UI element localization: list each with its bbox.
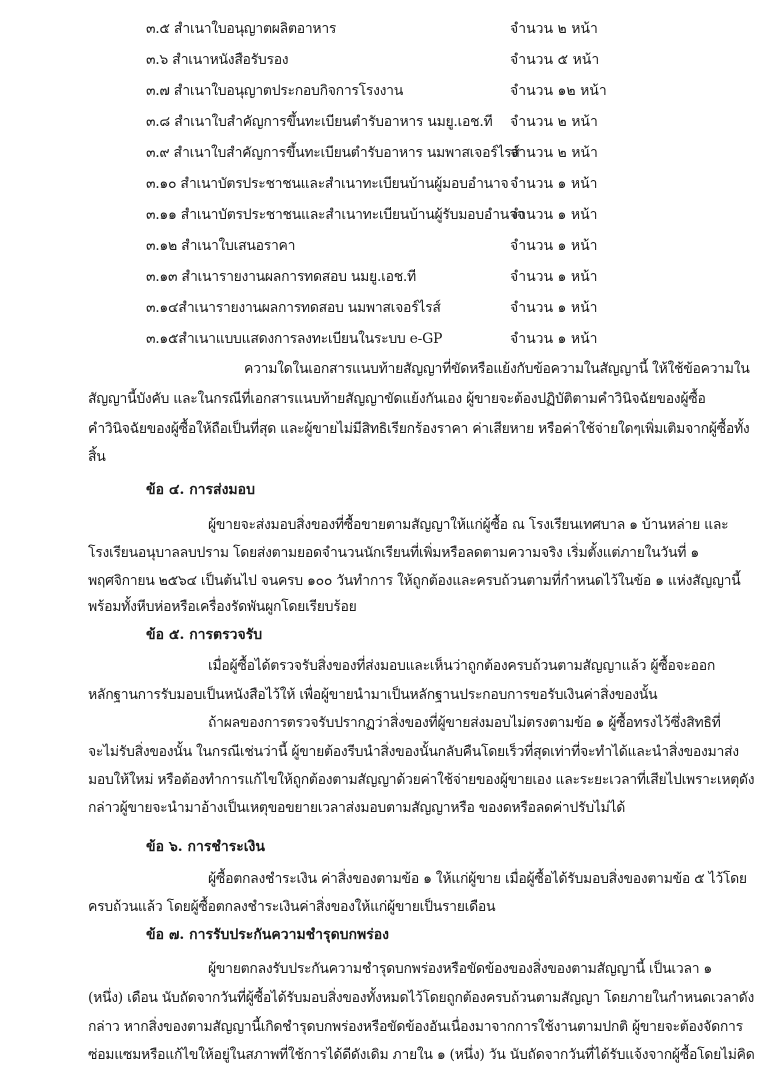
attachment-label: ๓.๑๐ สำเนาบัตรประชาชนและสำเนาทะเบียนบ้านผู้มอบอำนาจ [146, 176, 509, 192]
section-text-line: เมื่อผู้ซื้อได้ตรวจรับสิ่งของที่ส่งมอบและเห็นว่าถูกต้องครบถ้วนตามสัญญาแล้ว ผู้ซื้อจะออก [208, 658, 716, 674]
attachment-count: จำนวน ๑ หน้า [510, 207, 598, 223]
attachment-count: จำนวน ๑๒ หน้า [510, 83, 607, 99]
attachment-item [146, 80, 666, 102]
attachment-count: จำนวน ๑ หน้า [510, 238, 598, 254]
attachment-item [146, 297, 666, 319]
section-text-line: โรงเรียนอนุบาลลบปราม โดยส่งตามยอดจำนวนนักเรียนที่เพิ่มหรือลดตามความจริง เริ่มตั้งแต่ภายในวันที่ ๑ [88, 545, 699, 561]
attachment-label: ๓.๕ สำเนาใบอนุญาตผลิตอาหาร [146, 21, 337, 37]
conflict-clause-line: ความใดในเอกสารแนบท้ายสัญญาที่ขัดหรือแย้งกับข้อความในสัญญานี้ ให้ใช้ข้อความใน [244, 361, 750, 377]
conflict-clause-line: สัญญานี้บังคับ และในกรณีที่เอกสารแนบท้ายสัญญาขัดแย้งกันเอง ผู้ขายจะต้องปฏิบัติตามคำวินิจฉัยของผู้ซื้อ [88, 391, 706, 407]
conflict-clause-line: คำวินิจฉัยของผู้ซื้อให้ถือเป็นที่สุด และผู้ขายไม่มีสิทธิเรียกร้องราคา ค่าเสียหาย หรือค่าใช้จ่ายใดๆเพิ่มเติมจากผู้ซื้อทั้ง [88, 421, 750, 437]
attachment-count: จำนวน ๑ หน้า [510, 269, 598, 285]
section-text-line: ครบถ้วนแล้ว โดยผู้ซื้อตกลงชำระเงินค่าสิ่งของให้แก่ผู้ขายเป็นรายเดือน [88, 899, 496, 915]
attachment-item [146, 266, 666, 288]
attachment-label: ๓.๑๕สำเนาแบบแสดงการลงทะเบียนในระบบ e-GP [146, 331, 443, 347]
attachment-item [146, 235, 666, 257]
attachment-item [146, 328, 666, 350]
attachment-item [146, 49, 666, 71]
section-text-line: มอบให้ใหม่ หรือต้องทำการแก้ไขให้ถูกต้องตามสัญญาด้วยค่าใช้จ่ายของผู้ขายเอง และระยะเวลาที่เสียไปเพราะเหตุดัง [88, 772, 755, 788]
section-text-line: พฤศจิกายน ๒๕๖๔ เป็นต้นไป จนครบ ๑๐๐ วันทำการ ให้ถูกต้องและครบถ้วนตามที่กำหนดไว้ในข้อ ๑ แห่งสัญญานี้ [88, 573, 741, 589]
attachment-item [146, 111, 666, 133]
conflict-clause-line: สิ้น [88, 449, 106, 465]
section-text-line: พร้อมทั้งหีบห่อหรือเครื่องรัดพันผูกโดยเรียบร้อย [88, 599, 357, 615]
attachment-count: จำนวน ๑ หน้า [510, 176, 598, 192]
section-heading: ข้อ ๔. การส่งมอบ [146, 482, 255, 498]
attachment-label: ๓.๖ สำเนาหนังสือรับรอง [146, 52, 289, 68]
attachment-count: จำนวน ๕ หน้า [510, 52, 600, 68]
attachment-count: จำนวน ๒ หน้า [510, 114, 598, 130]
attachment-label: ๓.๑๒ สำเนาใบเสนอราคา [146, 238, 296, 254]
attachment-label: ๓.๑๔สำเนารายงานผลการทดสอบ นมพาสเจอร์ไรส์ [146, 300, 441, 316]
section-heading: ข้อ ๗. การรับประกันความชำรุดบกพร่อง [146, 927, 390, 943]
section-text-line: กล่าว หากสิ่งของตามสัญญานี้เกิดชำรุดบกพร่องหรือขัดข้องอันเนื่องมาจากการใช้งานตามปกติ ผู้ขายจะต้องจัดการ [88, 1019, 743, 1035]
attachment-item [146, 142, 666, 164]
attachment-count: จำนวน ๒ หน้า [510, 21, 598, 37]
section-text-line: ซ่อมแซมหรือแก้ไขให้อยู่ในสภาพที่ใช้การได้ดีดังเดิม ภายใน ๑ (หนึ่ง) วัน นับถัดจากวันที่ได้รับแจ้งจากผู้ซื้อโดยไม่คิด [88, 1047, 755, 1063]
section-text-line: จะไม่รับสิ่งของนั้น ในกรณีเช่นว่านี้ ผู้ขายต้องรีบนำสิ่งของนั้นกลับคืนโดยเร็วที่สุดเท่าที่จะทำได้และนำสิ่งของมาส่ง [88, 744, 739, 760]
section-text-line: หลักฐานการรับมอบเป็นหนังสือไว้ให้ เพื่อผู้ขายนำมาเป็นหลักฐานประกอบการขอรับเงินค่าสิ่งของนั้น [88, 687, 658, 703]
attachment-item [146, 18, 666, 40]
section-text-line: ผู้ขายจะส่งมอบสิ่งของที่ซื้อขายตามสัญญาให้แก่ผู้ซื้อ ณ โรงเรียนเทศบาล ๑ บ้านหล่าย และ [208, 517, 729, 533]
attachment-item [146, 204, 666, 226]
attachment-count: จำนวน ๑ หน้า [510, 300, 598, 316]
section-text-line: (หนึ่ง) เดือน นับถัดจากวันที่ผู้ซื้อได้รับมอบสิ่งของทั้งหมดไว้โดยถูกต้องครบถ้วนตามสัญญา โดยภายในกำหนดเวลาดัง [88, 990, 754, 1006]
section-text-line: ถ้าผลของการตรวจรับปรากฏว่าสิ่งของที่ผู้ขายส่งมอบไม่ตรงตามข้อ ๑ ผู้ซื้อทรงไว้ซึ่งสิทธิที่ [208, 715, 721, 731]
section-heading: ข้อ ๖. การชำระเงิน [146, 839, 265, 855]
attachment-count: จำนวน ๒ หน้า [510, 145, 598, 161]
attachment-label: ๓.๗ สำเนาใบอนุญาตประกอบกิจการโรงงาน [146, 83, 403, 99]
section-text-line: กล่าวผู้ขายจะนำมาอ้างเป็นเหตุขอขยายเวลาส่งมอบตามสัญญาหรือ ของดหรือลดค่าปรับไม่ได้ [88, 800, 626, 816]
section-text-line: ผู้ขายตกลงรับประกันความชำรุดบกพร่องหรือขัดข้องของสิ่งของตามสัญญานี้ เป็นเวลา ๑ [208, 961, 713, 977]
attachment-item [146, 173, 666, 195]
attachment-label: ๓.๙ สำเนาใบสำคัญการขึ้นทะเบียนตำรับอาหาร นมพาสเจอร์ไรส์ [146, 145, 520, 161]
section-text-line: ผู้ซื้อตกลงชำระเงิน ค่าสิ่งของตามข้อ ๑ ให้แก่ผู้ขาย เมื่อผู้ซื้อได้รับมอบสิ่งของตามข้อ ๕ ไว้โดย [208, 871, 747, 887]
attachment-label: ๓.๑๑ สำเนาบัตรประชาชนและสำเนาทะเบียนบ้านผู้รับมอบอำนาจ [146, 207, 525, 223]
attachment-count: จำนวน ๑ หน้า [510, 331, 598, 347]
section-heading: ข้อ ๕. การตรวจรับ [146, 627, 263, 643]
attachment-label: ๓.๑๓ สำเนารายงานผลการทดสอบ นมยู.เอช.ที [146, 269, 416, 285]
attachment-label: ๓.๘ สำเนาใบสำคัญการขึ้นทะเบียนตำรับอาหาร นมยู.เอช.ที [146, 114, 493, 130]
